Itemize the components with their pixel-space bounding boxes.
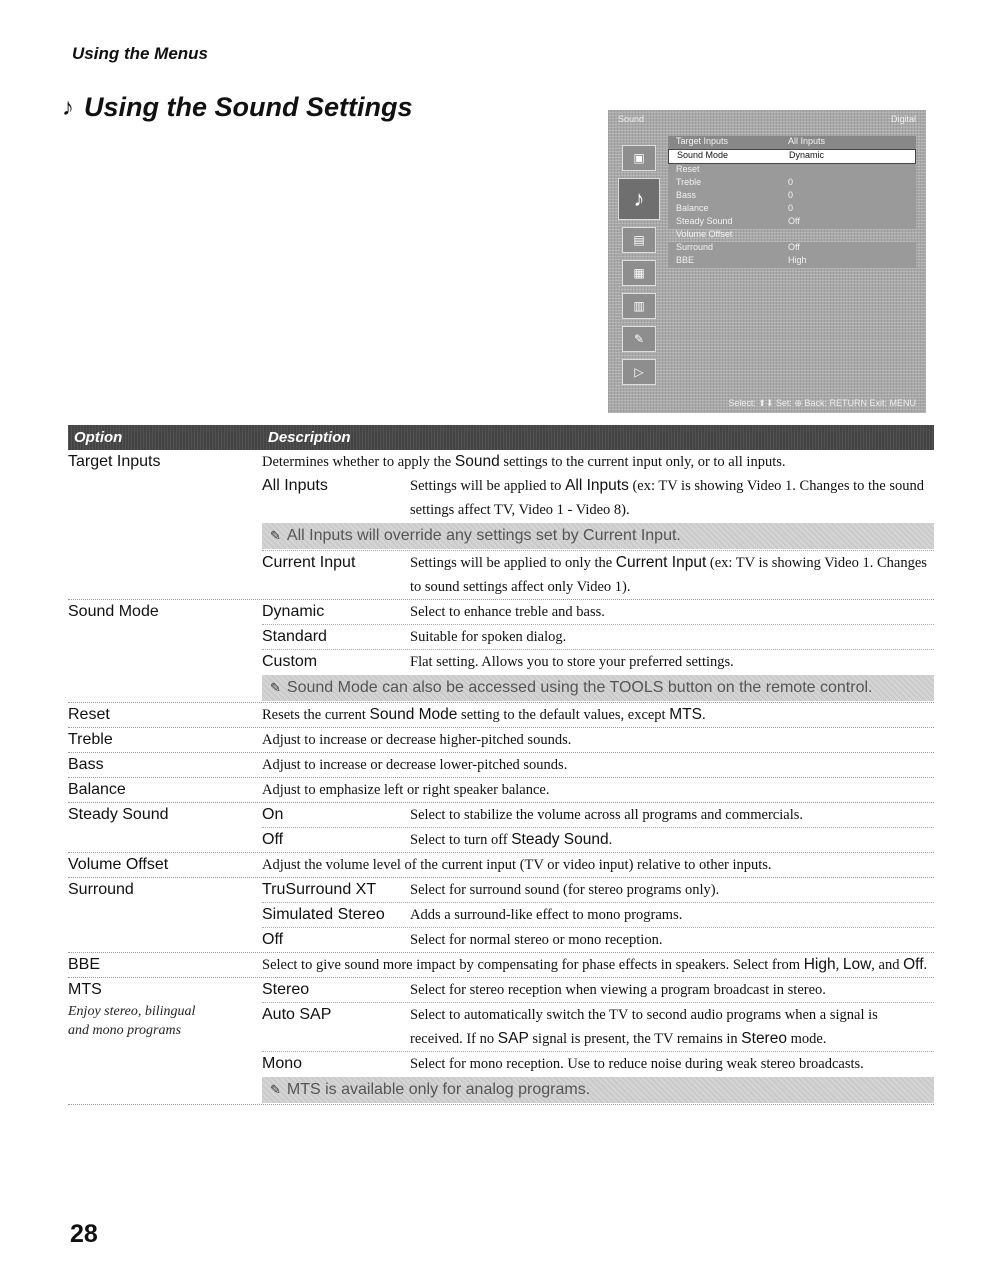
description-text: Determines whether to apply the Sound settings to the current input only, or to all inputs. (262, 453, 786, 470)
tv-row: Steady Sound Off (668, 216, 916, 229)
sub-option-description: Adds a surround-like effect to mono programs. (410, 907, 683, 923)
sub-option-description: Select for normal stereo or mono reception. (410, 932, 663, 948)
sub-option-row (262, 927, 934, 952)
option-name: Treble (68, 731, 113, 748)
sub-option-description: Select for surround sound (for stereo programs only). (410, 882, 720, 898)
sub-option-row (262, 902, 934, 927)
setup-icon: ✎ (622, 326, 656, 352)
sub-option-row (262, 624, 934, 649)
sub-option-description: Settings will be applied to only the Current Input (ex: TV is showing Video 1. Changes to sound settings affect only Video 1). (410, 554, 927, 595)
note-box: ✎ Sound Mode can also be accessed using the TOOLS button on the remote control. (262, 675, 934, 701)
sub-option-description: Select to stabilize the volume across all programs and commercials. (410, 807, 803, 823)
picture-icon: ▣ (622, 145, 656, 171)
sub-option-row (262, 827, 934, 852)
sound-options-table (68, 425, 934, 1105)
tv-row: Treble 0 (668, 177, 916, 190)
sub-option-name: Simulated Stereo (262, 906, 385, 923)
option-description (262, 978, 934, 1104)
sub-option-name: All Inputs (262, 477, 328, 494)
option-description: Select to give sound more impact by compensating for phase effects in speakers. Select from High, Low, and Off. (262, 956, 928, 973)
sub-option-description: Flat setting. Allows you to store your preferred settings. (410, 654, 734, 670)
tv-top-bar (608, 110, 926, 130)
option-description: Adjust the volume level of the current input (TV or video input) relative to other inputs. (262, 857, 772, 873)
section-label: Using the Menus (72, 44, 209, 63)
table-row (68, 778, 934, 803)
tv-row: Balance 0 (668, 203, 916, 216)
option-description: Adjust to increase or decrease higher-pitched sounds. (262, 732, 572, 748)
sub-option-description: Select to enhance treble and bass. (410, 604, 605, 620)
option-name: Bass (68, 756, 104, 773)
option-name: Steady Sound (68, 806, 169, 823)
page-title: Using the Sound Settings (84, 92, 413, 122)
sub-option-name: On (262, 806, 284, 823)
sub-option-name: Off (262, 931, 284, 948)
channel-icon: ▦ (622, 260, 656, 286)
sub-option-row (262, 600, 934, 624)
sub-option-description: Select for stereo reception when viewing a program broadcast in stereo. (410, 982, 826, 998)
sub-option-name: Auto SAP (262, 1006, 332, 1023)
sub-option-row (262, 878, 934, 902)
tv-row: Reset (668, 164, 916, 177)
sub-option-name: TruSurround XT (262, 881, 377, 898)
music-note-icon: ♪ (62, 93, 74, 121)
option-name: Target Inputs (68, 453, 161, 470)
option-name: Volume Offset (68, 856, 169, 873)
col-option-header: Option (74, 429, 123, 446)
tv-row: BBE High (668, 255, 916, 268)
option-description (262, 450, 934, 599)
tv-sound-menu-screenshot (608, 110, 926, 413)
option-name: Sound Mode (68, 603, 159, 620)
sub-option-description: Select to turn off Steady Sound. (410, 831, 613, 848)
option-description (262, 878, 934, 952)
sound-icon: ♪ (618, 178, 660, 220)
sub-option-name: Standard (262, 628, 327, 645)
sub-option-description: Select to automatically switch the TV to second audio programs when a signal is received. If no SAP signal is present, the TV remains in Stereo mode. (410, 1007, 878, 1047)
option-description: Adjust to increase or decrease lower-pitched sounds. (262, 757, 568, 773)
page-number: 28 (70, 1220, 98, 1248)
sub-option-row (262, 550, 934, 599)
sub-option-name: Current Input (262, 554, 356, 571)
tv-row-selected: Sound Mode Dynamic (668, 149, 916, 164)
sub-option-description: Select for mono reception. Use to reduce noise during weak stereo broadcasts. (410, 1056, 864, 1072)
sub-option-name: Mono (262, 1055, 303, 1072)
option-name: Surround (68, 881, 134, 898)
tv-footer: Select: ⬆⬇ Set: ⊕ Back: RETURN Exit: MENU (728, 398, 916, 408)
option-subtitle: Enjoy stereo, bilingual and mono programs (68, 1004, 196, 1038)
tv-signal: Digital (890, 114, 916, 124)
table-row (68, 703, 934, 728)
sub-option-row (262, 649, 934, 674)
pencil-note-icon: ✎ (270, 680, 281, 695)
option-name-text: MTS (68, 981, 102, 998)
note-box: ✎ MTS is available only for analog programs. (262, 1077, 934, 1103)
tv-row: Bass 0 (668, 190, 916, 203)
sub-option-name: Stereo (262, 981, 310, 998)
sub-option-row (262, 474, 934, 522)
option-name: BBE (68, 956, 101, 973)
parental-lock-icon: ▥ (622, 293, 656, 319)
option-name (68, 978, 262, 1104)
table-row (68, 978, 934, 1105)
pencil-note-icon: ✎ (270, 528, 281, 543)
tv-row: Surround Off (668, 242, 916, 255)
table-row (68, 753, 934, 778)
option-description (262, 803, 934, 852)
sub-option-description: Suitable for spoken dialog. (410, 629, 567, 645)
table-row (68, 728, 934, 753)
sub-option-name: Off (262, 831, 284, 848)
sub-option-row (262, 1002, 934, 1051)
sub-option-name: Custom (262, 653, 318, 670)
table-row (68, 853, 934, 878)
input-icon: ▷ (622, 359, 656, 385)
note-box: ✎ All Inputs will override any settings set by Current Input. (262, 523, 934, 549)
table-row (68, 600, 934, 703)
table-header (68, 425, 934, 450)
table-row (68, 878, 934, 953)
pencil-note-icon: ✎ (270, 1082, 281, 1097)
screen-icon: ▤ (622, 227, 656, 253)
tv-menu-list (668, 136, 916, 268)
tv-category-icons (618, 138, 660, 392)
option-description: Adjust to emphasize left or right speaker balance. (262, 782, 550, 798)
tv-row: Target Inputs All Inputs (668, 136, 916, 149)
sub-option-description: Settings will be applied to All Inputs (ex: TV is showing Video 1. Changes to the sound settings affect TV, Video 1 - Video 8). (410, 477, 924, 518)
sub-option-row (262, 1051, 934, 1076)
table-row (68, 953, 934, 978)
option-name: Balance (68, 781, 126, 798)
option-description: Resets the current Sound Mode setting to the default values, except MTS. (262, 706, 706, 723)
table-row (68, 803, 934, 853)
sub-option-name: Dynamic (262, 603, 325, 620)
page-title-row (62, 92, 413, 123)
option-description (262, 600, 934, 702)
sub-option-row (262, 803, 934, 827)
table-row (68, 450, 934, 600)
sub-option-row (262, 978, 934, 1002)
tv-row: Volume Offset (676, 229, 733, 239)
col-description-header: Description (268, 429, 351, 446)
option-name: Reset (68, 706, 110, 723)
tv-menu-name: Sound (618, 114, 645, 124)
